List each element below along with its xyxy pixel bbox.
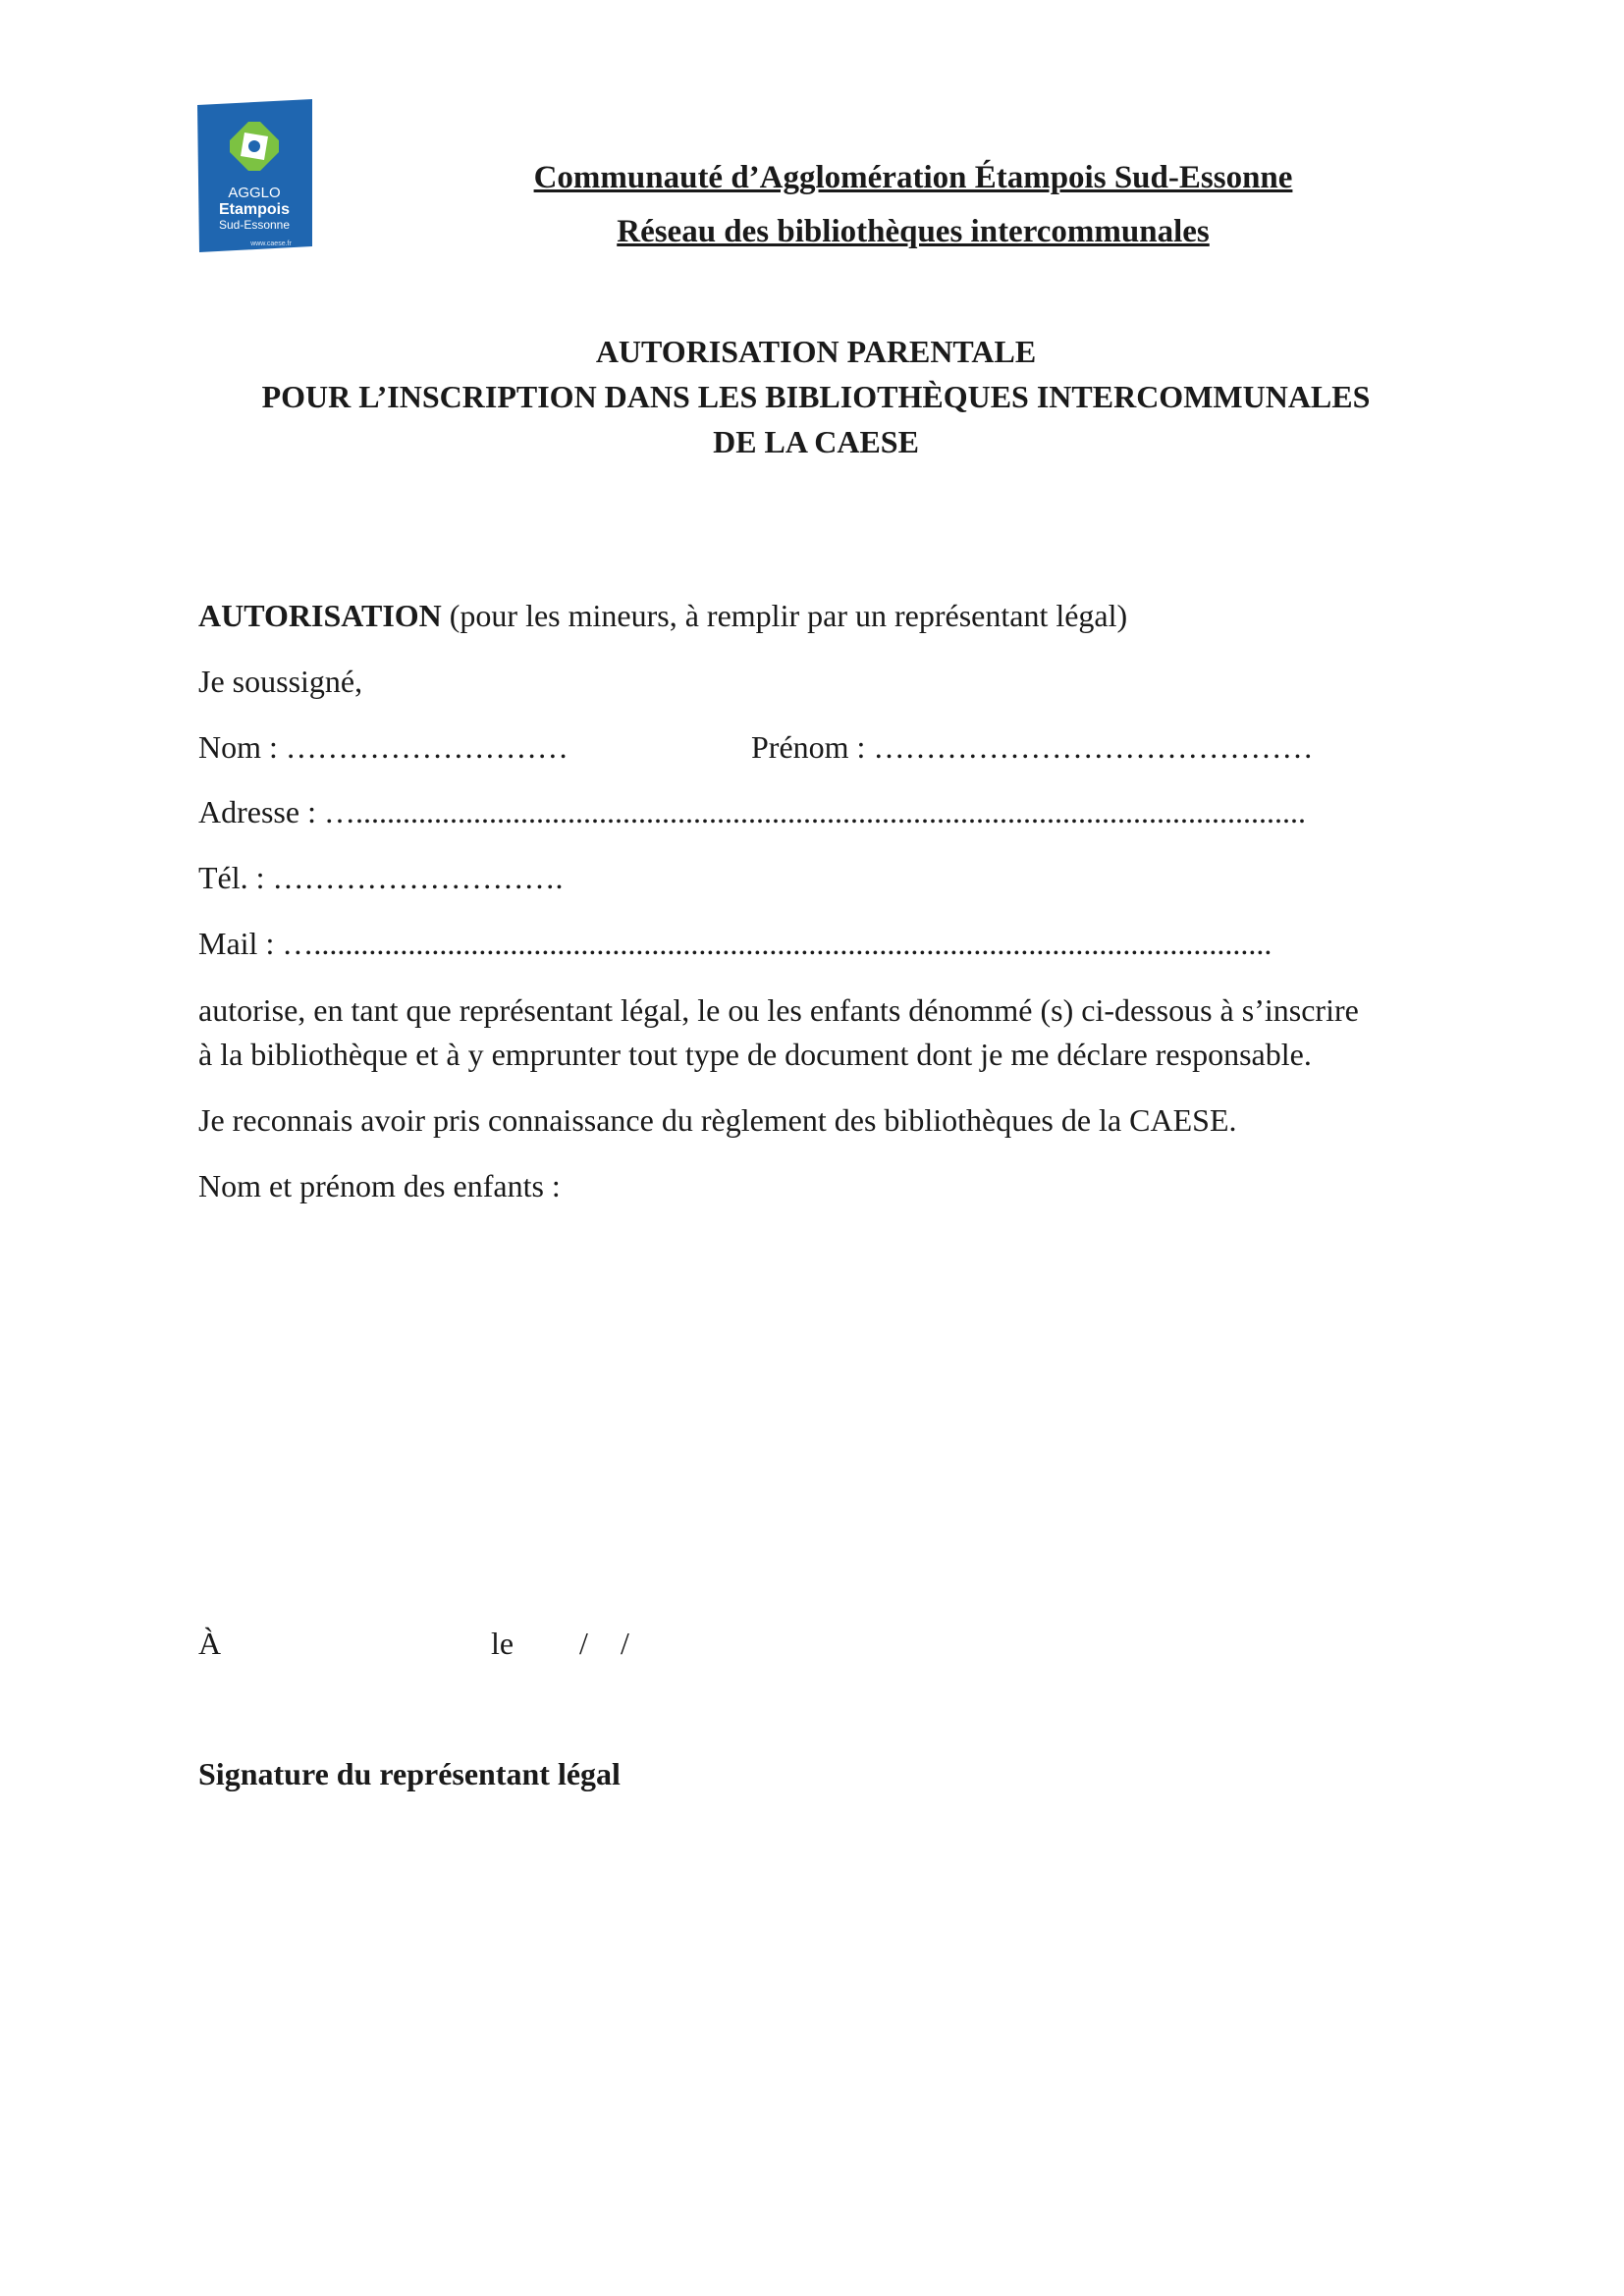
logo-text-agglo: AGGLO (228, 185, 281, 201)
date-separator: / (579, 1626, 588, 1661)
children-names-label: Nom et prénom des enfants : (198, 1168, 561, 1203)
nom-field[interactable]: Nom : ……………………… (198, 729, 568, 765)
organization-name: Communauté d’Agglomération Étampois Sud-Essonne (533, 160, 1293, 195)
prenom-field[interactable]: Prénom : …………………………………… (751, 729, 1314, 765)
authorization-heading-bold: AUTORISATION (198, 598, 442, 633)
tel-field[interactable]: Tél. : ………………………. (198, 860, 564, 895)
rules-acknowledgement: Je reconnais avoir pris connaissance du règlement des bibliothèques de la CAESE. (198, 1102, 1237, 1138)
document-title-line-3: DE LA CAESE (713, 424, 919, 459)
date-separator: / (621, 1626, 629, 1661)
authorization-heading-note: (pour les mineurs, à remplir par un représentant légal) (441, 598, 1128, 633)
document-title-line-2: POUR L’INSCRIPTION DANS LES BIBLIOTHÈQUES INTERCOMMUNALES (261, 379, 1371, 414)
authorization-statement-line-1: autorise, en tant que représentant légal, le ou les enfants dénommé (s) ci-dessous à s’inscrire (198, 992, 1359, 1028)
agglo-etampois-logo (197, 99, 312, 252)
signature-label: Signature du représentant légal (198, 1756, 621, 1791)
logo-text-etampois: Etampois (218, 201, 291, 218)
date-label: le (491, 1626, 514, 1661)
logo-text-sud-essonne: Sud-Essonne (218, 218, 291, 232)
mail-field[interactable]: Mail : ….......................................................................................................................... (198, 926, 1272, 961)
authorization-heading (198, 597, 1127, 634)
intro-text: Je soussigné, (198, 664, 363, 699)
document-title-line-1: AUTORISATION PARENTALE (595, 334, 1037, 369)
adresse-field[interactable]: Adresse : …......................................................................................................................... (198, 794, 1306, 829)
logo-text-url: www.caese.fr (250, 240, 292, 247)
authorization-statement-line-2: à la bibliothèque et à y emprunter tout type de document dont je me déclare responsable. (198, 1037, 1312, 1072)
place-label: À (198, 1626, 222, 1661)
network-name: Réseau des bibliothèques intercommunales (617, 214, 1210, 249)
